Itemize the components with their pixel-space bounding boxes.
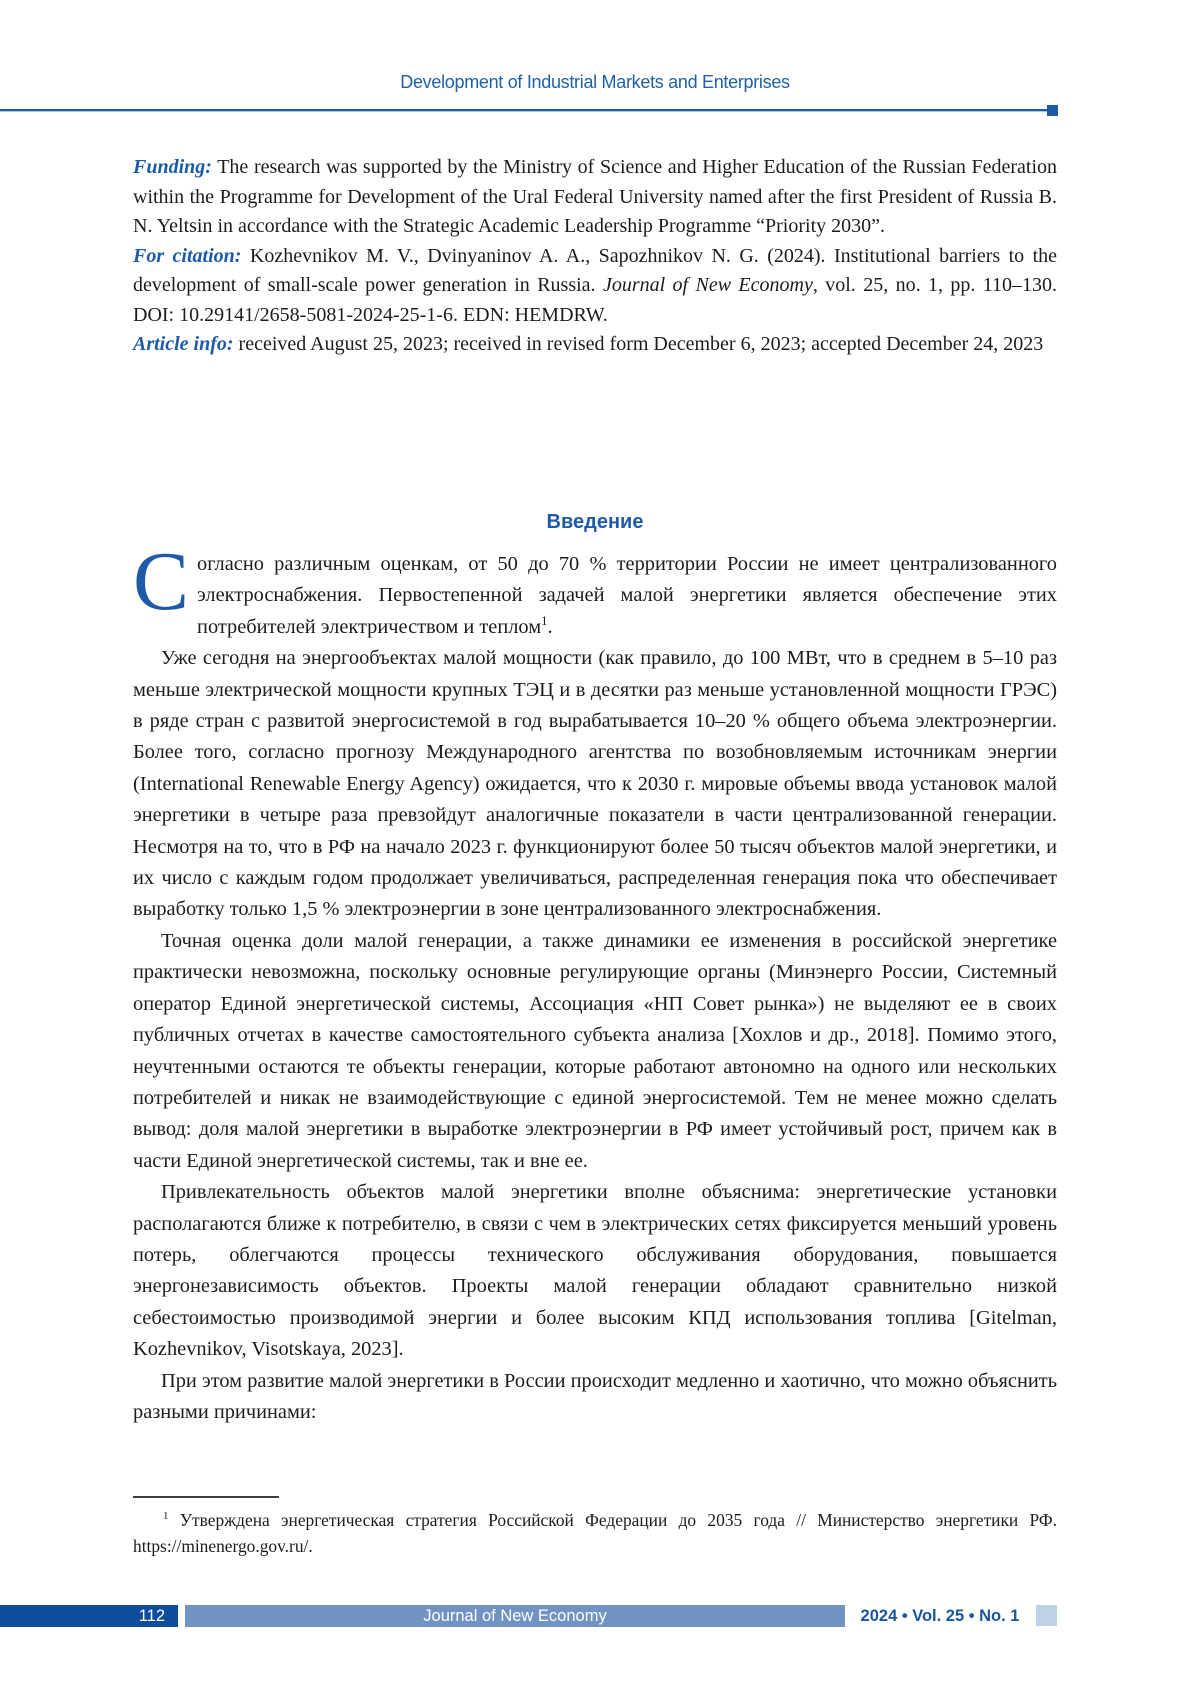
funding-label: Funding: <box>133 156 212 178</box>
footnote-marker: 1 <box>163 1510 169 1523</box>
article-info-text: received August 25, 2023; received in revised form December 6, 2023; accepted December 24, 2023 <box>238 333 1044 355</box>
footer-accent-square <box>1036 1605 1057 1626</box>
intro-paragraph-1 <box>133 535 1057 643</box>
journal-name: Journal of New Economy <box>423 1607 607 1625</box>
article-meta-block <box>133 153 1057 360</box>
header-rule-square <box>1047 105 1058 116</box>
footnote-reference: 1 <box>541 614 548 629</box>
page-number-badge: 112 <box>0 1605 178 1627</box>
article-info-paragraph <box>133 330 1057 360</box>
introduction-body <box>133 535 1057 1428</box>
footnote-paragraph <box>133 1507 1057 1559</box>
citation-tail: , vol. 25, no. 1, pp. 110–130. DOI: 10.29141/2658-5081-2024-25-1-6. EDN: HEMDRW. <box>133 274 1058 326</box>
drop-cap: С <box>133 535 190 628</box>
funding-text: The research was supported by the Ministry of Science and Higher Education of the Russian Federation within the Programme for Development of the Ural Federal University named after the first President of Russia B. N. Yeltsin in accordance with the Strategic Academic Leadership Programme “Priority 2030”. <box>133 156 1058 237</box>
intro-paragraph-2: Уже сегодня на энергообъектах малой мощности (как правило, до 100 МВт, что в среднем в 5–10 раз меньше электрической мощности крупных ТЭЦ и в десятки раз меньше установленной мощности ГРЭС) в ряде стран с развитой энергосистемой в год вырабатывается 10–20 % общего объема электроэнергии. Более того, согласно прогнозу Международного агентства по возобновляемым источникам энергии (International Renewable Energy Agency) ожидается, что к 2030 г. мировые объемы ввода установок малой энергетики в четыре раза превзойдут аналогичные показатели в части централизованной генерации. Несмотря на то, что в РФ на начало 2023 г. функционируют более 50 тысяч объектов малой энергетики, и их число с каждым годом продолжает увеличиваться, распределенная генерация пока что обеспечивает выработку только 1,5 % электроэнергии в зоне централизованного электроснабжения. <box>133 647 1057 921</box>
header-rule <box>0 109 1052 112</box>
issue-info: 2024 • Vol. 25 • No. 1 <box>860 1607 1020 1625</box>
funding-paragraph <box>133 153 1057 242</box>
article-info-label: Article info: <box>133 333 234 355</box>
footnote-block <box>133 1496 1057 1559</box>
intro-paragraph-1-text: огласно различным оценкам, от 50 до 70 % территории России не имеет централизованного электроснабжения. Первостепенной задачей малой энергетики является обеспечение этих потребителей электричеством и теплом <box>197 553 1057 638</box>
running-head: Development of Industrial Markets and Enterprises <box>400 72 790 92</box>
footnote-text: Утверждена энергетическая стратегия Российской Федерации до 2035 года // Министерство энергетики РФ. https://minenergo.gov.ru/. <box>133 1510 1057 1556</box>
intro-paragraph-3: Точная оценка доли малой генерации, а также динамики ее изменения в российской энергетике практически невозможна, поскольку основные регулирующие органы (Минэнерго России, Системный оператор Единой энергетической системы, Ассоциация «НП Совет рынка») не выделяют ее в своих публичных отчетах в качестве самостоятельного субъекта анализа [Хохлов и др., 2018]. Помимо этого, неучтенными остаются те объекты генерации, которые работают автономно на одного или нескольких потребителей и никак не взаимодействующие с единой энергосистемой. Тем не менее можно сделать вывод: доля малой энергетики в выработке электроэнергии в РФ имеет устойчивый рост, причем как в части Единой энергетической системы, так и вне ее. <box>133 929 1057 1172</box>
intro-paragraph-5: При этом развитие малой энергетики в России происходит медленно и хаотично, что можно объяснить разными причинами: <box>133 1369 1057 1423</box>
citation-label: For citation: <box>133 244 242 267</box>
intro-paragraph-1-tail: . <box>547 615 553 638</box>
footnote-separator <box>133 1496 279 1498</box>
journal-name-bar <box>185 1605 845 1627</box>
citation-paragraph <box>133 242 1057 331</box>
section-heading-introduction: Введение <box>546 511 644 533</box>
citation-journal-title: Journal of New Economy <box>602 274 813 296</box>
citation-authors-text: Kozhevnikov M. V., Dvinyaninov A. A., Sapozhnikov N. G. (2024). Institutional barriers to the development of small-scale power generation in Russia. <box>133 244 1058 296</box>
intro-paragraph-4: Привлекательность объектов малой энергетики вполне объяснима: энергетические установки располагаются ближе к потребителю, в связи с чем в электрических сетях фиксируется меньший уровень потерь, облегчаются процессы технического обслуживания оборудования, повышается энергонезависимость объектов. Проекты малой генерации обладают сравнительно низкой себестоимостью производимой энергии и более высоким КПД использования топлива [Gitelman, Kozhevnikov, Visotskaya, 2023]. <box>133 1181 1057 1361</box>
